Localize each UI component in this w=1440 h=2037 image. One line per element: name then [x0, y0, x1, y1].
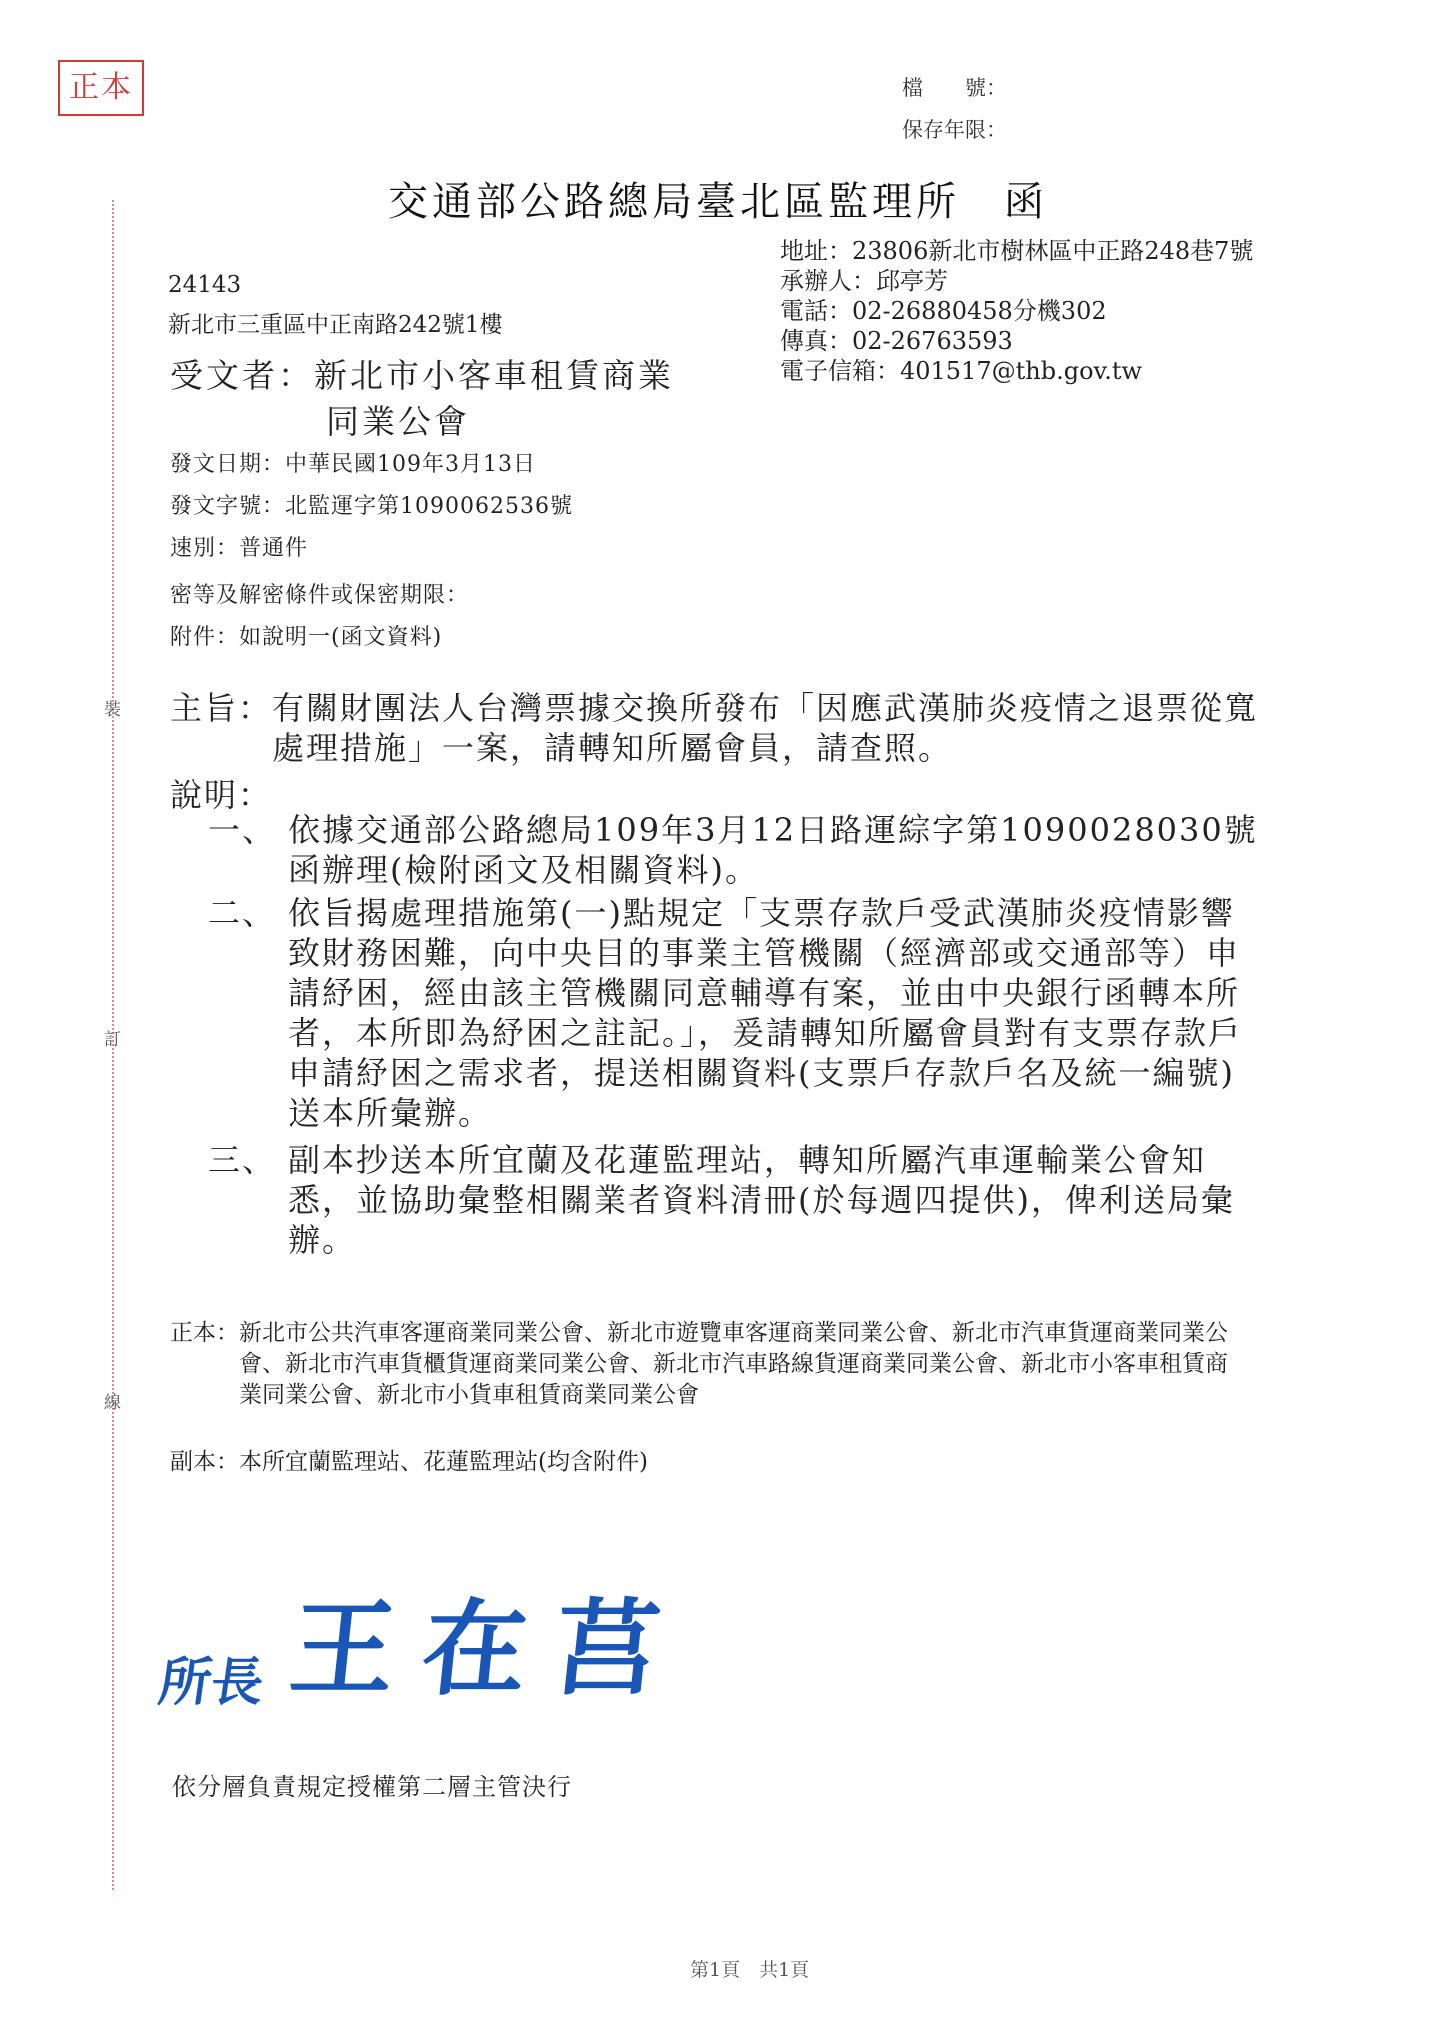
- sender-fax: 傳真：02-26763593: [780, 327, 1013, 355]
- binding-mark-xian: 線: [104, 1393, 121, 1413]
- binding-mark-zhuang: 裝: [104, 700, 121, 720]
- sender-email: 電子信箱：401517@thb.gov.tw: [780, 357, 1143, 385]
- explanation-item: [208, 810, 1258, 890]
- recipient-name-1: 新北市小客車租賃商業: [314, 356, 674, 395]
- signature-name: 王在莒: [284, 1587, 694, 1710]
- original-recipients-text: 新北市公共汽車客運商業同業公會、新北市遊覽車客運商業同業公會、新北市汽車貨運商業同業公會、新北市汽車貨櫃貨運商業同業公會、新北市汽車路線貨運商業同業公會、新北市小客車租賃商業同業公會、新北市小貨車租賃商業同業公會: [239, 1320, 1228, 1408]
- authorization-note: 依分層負責規定授權第二層主管決行: [172, 1773, 572, 1801]
- document-title: 交通部公路總局臺北區監理所 函: [388, 179, 1048, 225]
- issue-date: 發文日期：中華民國109年3月13日: [170, 452, 536, 477]
- item-number: 三、: [208, 1141, 277, 1179]
- sender-address: 地址：23806新北市樹林區中正路248巷7號: [780, 237, 1254, 265]
- item-text: 副本抄送本所宜蘭及花蓮監理站，轉知所屬汽車運輸業公會知悉，並協助彙整相關業者資料清冊(於每週四提供)，俾利送局彙辦。: [288, 1141, 1235, 1259]
- page-number: 第1頁 共1頁: [690, 1959, 810, 1981]
- subject-section: [170, 688, 1260, 768]
- binding-mark-ding: 訂: [104, 1030, 121, 1050]
- original-copy-stamp: 正本: [58, 60, 144, 116]
- sender-phone: 電話：02-26880458分機302: [780, 297, 1107, 325]
- recipient-line-1: [170, 350, 674, 397]
- item-text: 依旨揭處理措施第(一)點規定「支票存款戶受武漢肺炎疫情影響致財務困難，向中央目的事業主管機關（經濟部或交通部等）申請紓困，經由該主管機關同意輔導有案，並由中央銀行函轉本所者，本所即為紓困之註記。」，爰請轉知所屬會員對有支票存款戶申請紓困之需求者，提送相關資料(支票戶存款戶名及統一編號)送本所彙辦。: [288, 894, 1243, 1132]
- subject-text: 有關財團法人台灣票據交換所發布「因應武漢肺炎疫情之退票從寬處理措施」一案，請轉知所屬會員，請查照。: [272, 689, 1259, 767]
- delivery-speed: 速別：普通件: [170, 536, 309, 561]
- recipient-address: 新北市三重區中正南路242號1樓: [168, 312, 503, 338]
- subject-label: 主旨：: [170, 689, 273, 727]
- recipient-postal-code: 24143: [168, 272, 242, 298]
- copy-recipients: [170, 1447, 1230, 1478]
- original-recipients: [170, 1318, 1230, 1411]
- explanation-label: 說明：: [170, 776, 273, 814]
- original-recipients-label: 正本：: [170, 1320, 239, 1346]
- explanation-item: [208, 893, 1258, 1133]
- director-signature-stamp: [155, 1565, 694, 1715]
- copy-recipients-text: 本所宜蘭監理站、花蓮監理站(均含附件): [239, 1449, 648, 1475]
- item-number: 一、: [208, 811, 277, 849]
- item-text: 依據交通部公路總局109年3月12日路運綜字第1090028030號函辦理(檢附函文及相關資料)。: [288, 811, 1258, 889]
- document-number: 發文字號：北監運字第1090062536號: [170, 494, 573, 519]
- attachment-info: 附件：如說明一(函文資料): [170, 625, 443, 650]
- recipient-name-2: 同業公會: [326, 402, 470, 441]
- sender-officer: 承辦人：邱亭芳: [780, 267, 948, 295]
- recipient-label: 受文者：: [170, 356, 314, 395]
- retention-period-label: 保存年限：: [902, 118, 1007, 142]
- item-number: 二、: [208, 894, 277, 932]
- copy-recipients-label: 副本：: [170, 1449, 239, 1475]
- signature-title: 所長: [155, 1652, 268, 1713]
- secrecy-level: 密等及解密條件或保密期限：: [170, 583, 470, 608]
- file-number-label: 檔 號：: [902, 76, 1007, 100]
- explanation-item: [208, 1140, 1258, 1260]
